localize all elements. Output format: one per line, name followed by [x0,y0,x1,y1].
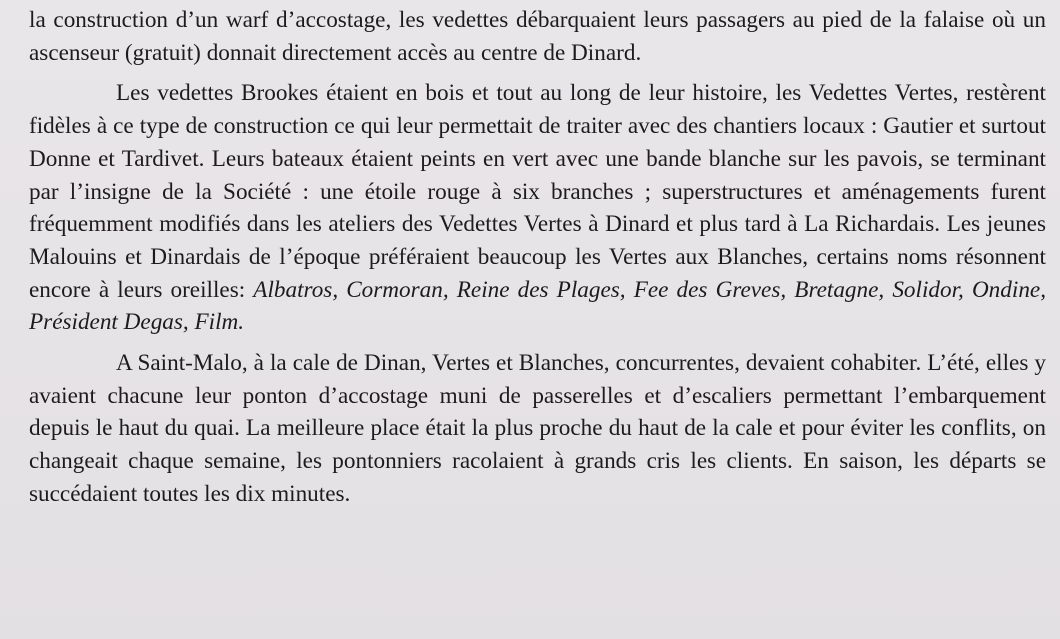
paragraph-1-text: la construction d’un warf d’accostage, les vedettes débarquaient leurs passagers au pied de la falaise où un ascenseur (gratuit) donnait directement accès au centre de Dinard. [29,7,1046,66]
paragraph-2 [29,77,1046,339]
paragraph-3 [29,347,1046,511]
paragraph-2-text: Les vedettes Brookes étaient en bois et tout au long de leur histoire, les Vedettes Vertes, restèrent fidèles à ce type de construction ce qui leur permettait de traiter avec des chantiers locaux : Gautier et surtout Donne et Tardivet. Leurs bateaux étaient peints en vert avec une bande blanche sur les pavois, se terminant par l’insigne de la Société : une étoile rouge à six branches ; superstructures et aménagements furent fréquemment modifiés dans les ateliers des Vedettes Vertes à Dinard et plus tard à La Richardais. Les jeunes Malouins et Dinardais de l’époque préféraient beaucoup les Vertes aux Blanches, certains noms résonnent encore à leurs oreilles: [29,80,1046,303]
paragraph-3-text: A Saint-Malo, à la cale de Dinan, Vertes et Blanches, concurrentes, devaient cohabiter. L’été, elles y avaient chacune leur ponton d’accostage muni de passerelles et d’escaliers permettant l’embarquement depuis le haut du quai. La meilleure place était la plus proche du haut de la cale et pour éviter les conflits, on changeait chaque semaine, les pontonniers racolaient à grands cris les clients. En saison, les départs se succédaient toutes les dix minutes. [29,350,1046,507]
boat-names-list: Albatros, Cormoran, Reine des Plages, Fee des Greves, Bretagne, Solidor, Ondine, Président Degas, Film. [29,276,1046,336]
paragraph-1 [29,4,1046,69]
